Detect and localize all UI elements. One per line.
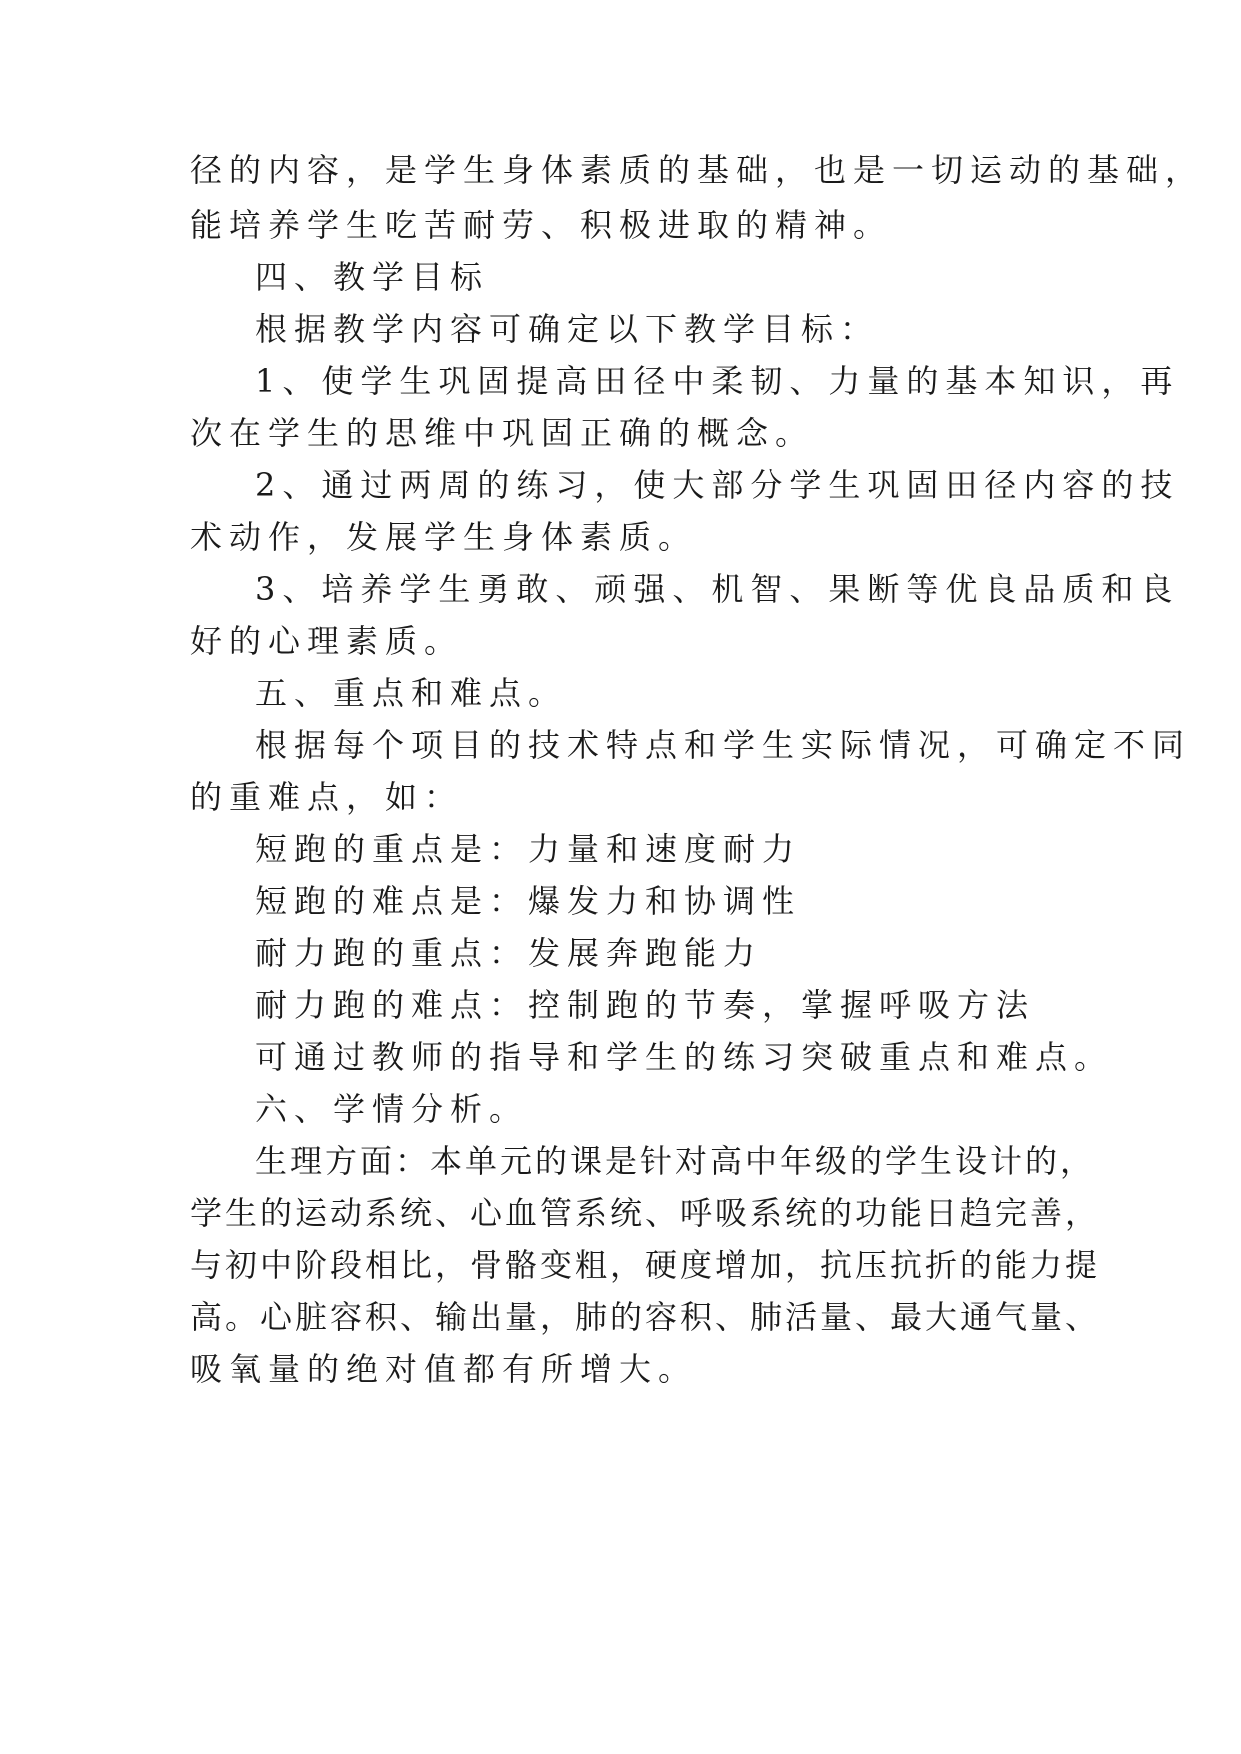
paragraph-line: 能培养学生吃苦耐劳、积极进取的精神。 bbox=[190, 206, 893, 244]
list-item: 1、使学生巩固提高田径中柔韧、力量的基本知识，再 bbox=[255, 362, 1180, 400]
paragraph-line: 与初中阶段相比，骨骼变粗，硬度增加，抗压抗折的能力提 bbox=[190, 1246, 1101, 1284]
section-heading: 六、学情分析。 bbox=[255, 1090, 529, 1128]
list-item: 耐力跑的难点：控制跑的节奏，掌握呼吸方法 bbox=[255, 986, 1036, 1024]
paragraph-line: 根据教学内容可确定以下教学目标： bbox=[255, 310, 880, 348]
paragraph-line: 高。心脏容积、输出量，肺的容积、肺活量、最大通气量、 bbox=[190, 1298, 1101, 1336]
paragraph-line: 径的内容，是学生身体素质的基础，也是一切运动的基础， bbox=[190, 151, 1205, 189]
paragraph-line: 的重难点，如： bbox=[190, 778, 464, 816]
list-item: 耐力跑的重点：发展奔跑能力 bbox=[255, 934, 763, 972]
paragraph-line: 次在学生的思维中巩固正确的概念。 bbox=[190, 414, 815, 452]
section-heading: 五、重点和难点。 bbox=[255, 674, 568, 712]
paragraph-line: 生理方面：本单元的课是针对高中年级的学生设计的， bbox=[255, 1142, 1096, 1180]
list-item: 短跑的难点是：爆发力和协调性 bbox=[255, 882, 802, 920]
paragraph-line: 学生的运动系统、心血管系统、呼吸系统的功能日趋完善， bbox=[190, 1194, 1101, 1232]
paragraph-line: 根据每个项目的技术特点和学生实际情况，可确定不同 bbox=[255, 726, 1192, 764]
section-heading: 四、教学目标 bbox=[255, 258, 490, 296]
paragraph-line: 好的心理素质。 bbox=[190, 622, 464, 660]
paragraph-line: 术动作，发展学生身体素质。 bbox=[190, 518, 698, 556]
list-item: 短跑的重点是：力量和速度耐力 bbox=[255, 830, 802, 868]
paragraph-line: 吸氧量的绝对值都有所增大。 bbox=[190, 1350, 698, 1388]
paragraph-line: 可通过教师的指导和学生的练习突破重点和难点。 bbox=[255, 1038, 1114, 1076]
list-item: 2、通过两周的练习，使大部分学生巩固田径内容的技 bbox=[255, 466, 1180, 504]
list-item: 3、培养学生勇敢、顽强、机智、果断等优良品质和良 bbox=[255, 570, 1180, 608]
